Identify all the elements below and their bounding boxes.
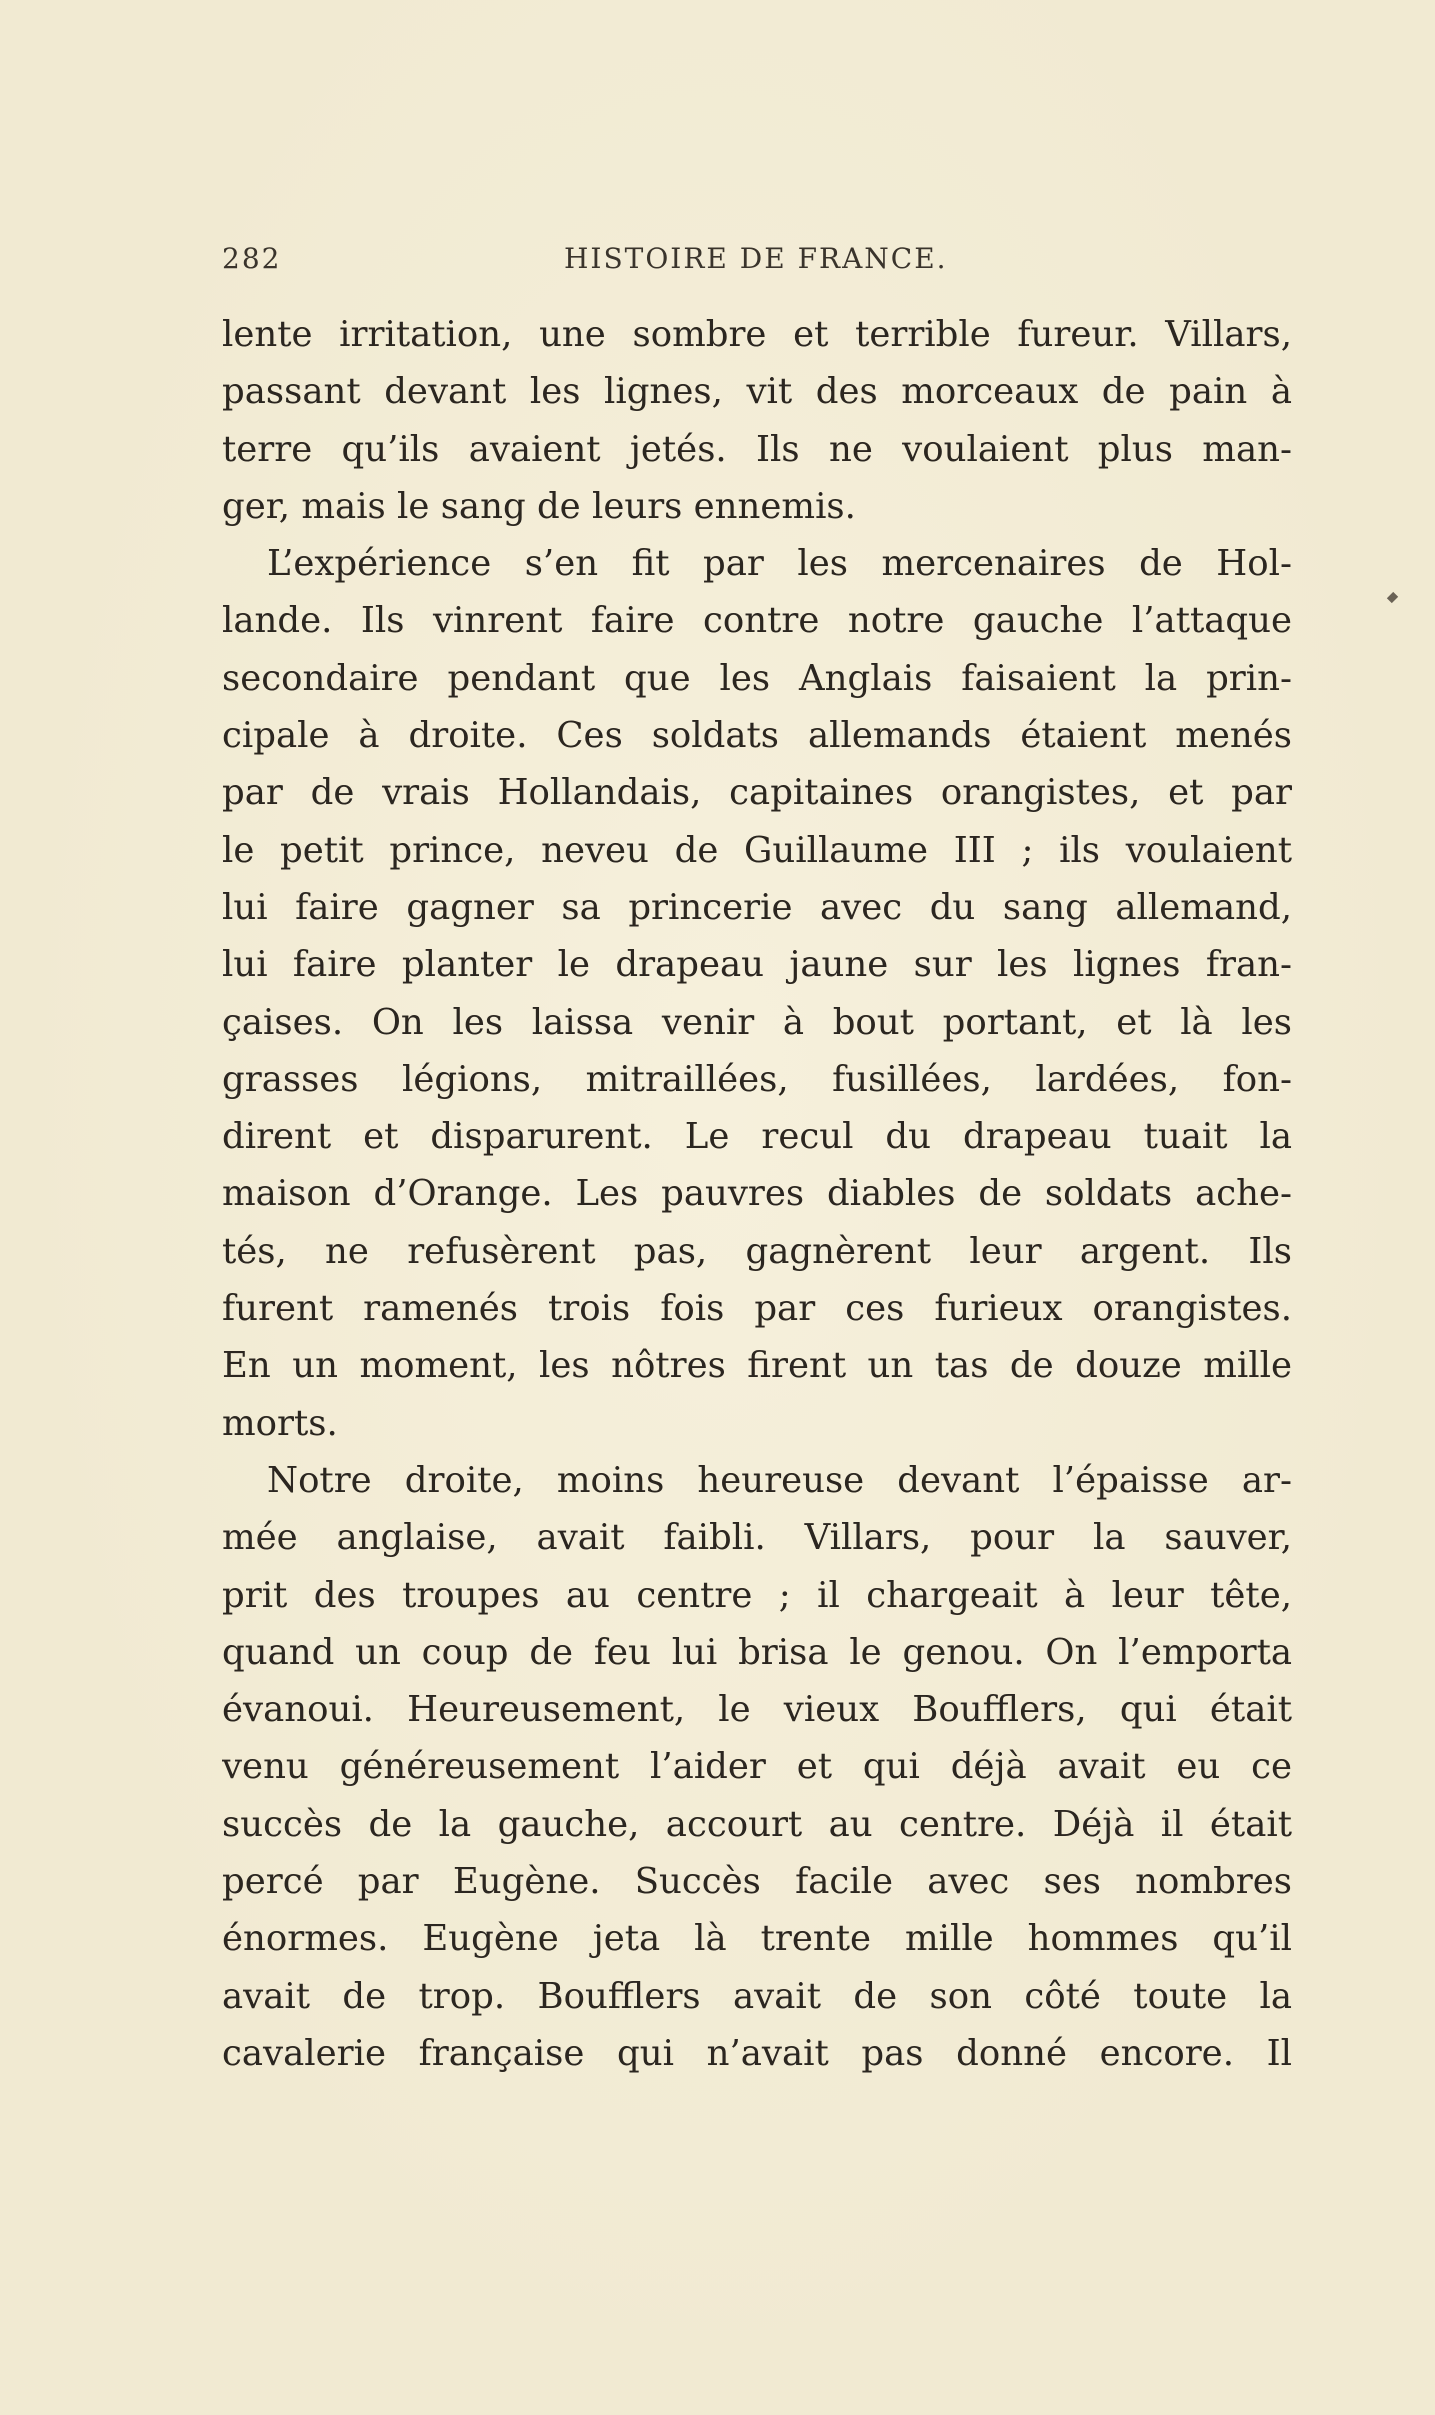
text-line: succès de la gauche, accourt au centre. Déjà il était	[222, 1803, 1292, 1845]
text-line: furent ramenés trois fois par ces furieux orangistes.	[222, 1288, 1292, 1330]
text-line: ger, mais le sang de leurs ennemis.	[222, 485, 856, 527]
page-number: 282	[222, 242, 282, 275]
ink-speck	[1387, 592, 1398, 603]
text-line: avait de trop. Boufflers avait de son côté toute la	[222, 1975, 1292, 2017]
text-line: maison d’Orange. Les pauvres diables de soldats ache-	[222, 1173, 1292, 1215]
text-line: prit des troupes au centre ; il chargeait à leur tête,	[222, 1574, 1292, 1616]
text-line: lente irritation, une sombre et terrible fureur. Villars,	[222, 314, 1292, 355]
text-line: çaises. On les laissa venir à bout portant, et là les	[222, 1001, 1292, 1043]
text-line: passant devant les lignes, vit des morceaux de pain à	[222, 371, 1292, 413]
text-line: cavalerie française qui n’avait pas donné encore. Il	[222, 2032, 1292, 2074]
paragraph-start-line: Notre droite, moins heureuse devant l’épaisse ar-	[267, 1459, 1292, 1501]
text-line: dirent et disparurent. Le recul du drapeau tuait la	[222, 1116, 1292, 1158]
text-line: cipale à droite. Ces soldats allemands étaient menés	[222, 715, 1292, 757]
body-text	[222, 306, 1292, 2082]
text-line: lui faire planter le drapeau jaune sur les lignes fran-	[222, 944, 1292, 986]
paragraph-start-line: L’expérience s’en fit par les mercenaires de Hol-	[267, 543, 1292, 585]
text-line: venu généreusement l’aider et qui déjà avait eu ce	[222, 1746, 1292, 1788]
text-line: par de vrais Hollandais, capitaines orangistes, et par	[222, 772, 1292, 814]
text-line: lande. Ils vinrent faire contre notre gauche l’attaque	[222, 600, 1292, 642]
text-line: secondaire pendant que les Anglais faisaient la prin-	[222, 657, 1292, 699]
text-line: lui faire gagner sa princerie avec du sang allemand,	[222, 886, 1292, 928]
running-title: HISTOIRE DE FRANCE.	[564, 242, 948, 275]
text-line: En un moment, les nôtres firent un tas de douze mille	[222, 1345, 1292, 1387]
text-line: évanoui. Heureusement, le vieux Boufflers, qui était	[222, 1689, 1292, 1731]
text-line: le petit prince, neveu de Guillaume III ; ils voulaient	[222, 829, 1292, 871]
text-line: mée anglaise, avait faibli. Villars, pour la sauver,	[222, 1517, 1292, 1559]
page-header	[222, 242, 1292, 282]
text-line: énormes. Eugène jeta là trente mille hommes qu’il	[222, 1918, 1292, 1960]
text-line: quand un coup de feu lui brisa le genou. On l’emporta	[222, 1631, 1292, 1673]
text-line: grasses légions, mitraillées, fusillées, lardées, fon-	[222, 1058, 1292, 1100]
text-line: percé par Eugène. Succès facile avec ses nombres	[222, 1861, 1292, 1903]
text-line: tés, ne refusèrent pas, gagnèrent leur argent. Ils	[222, 1230, 1292, 1272]
text-line: morts.	[222, 1402, 338, 1444]
text-line: terre qu’ils avaient jetés. Ils ne voulaient plus man-	[222, 428, 1292, 470]
